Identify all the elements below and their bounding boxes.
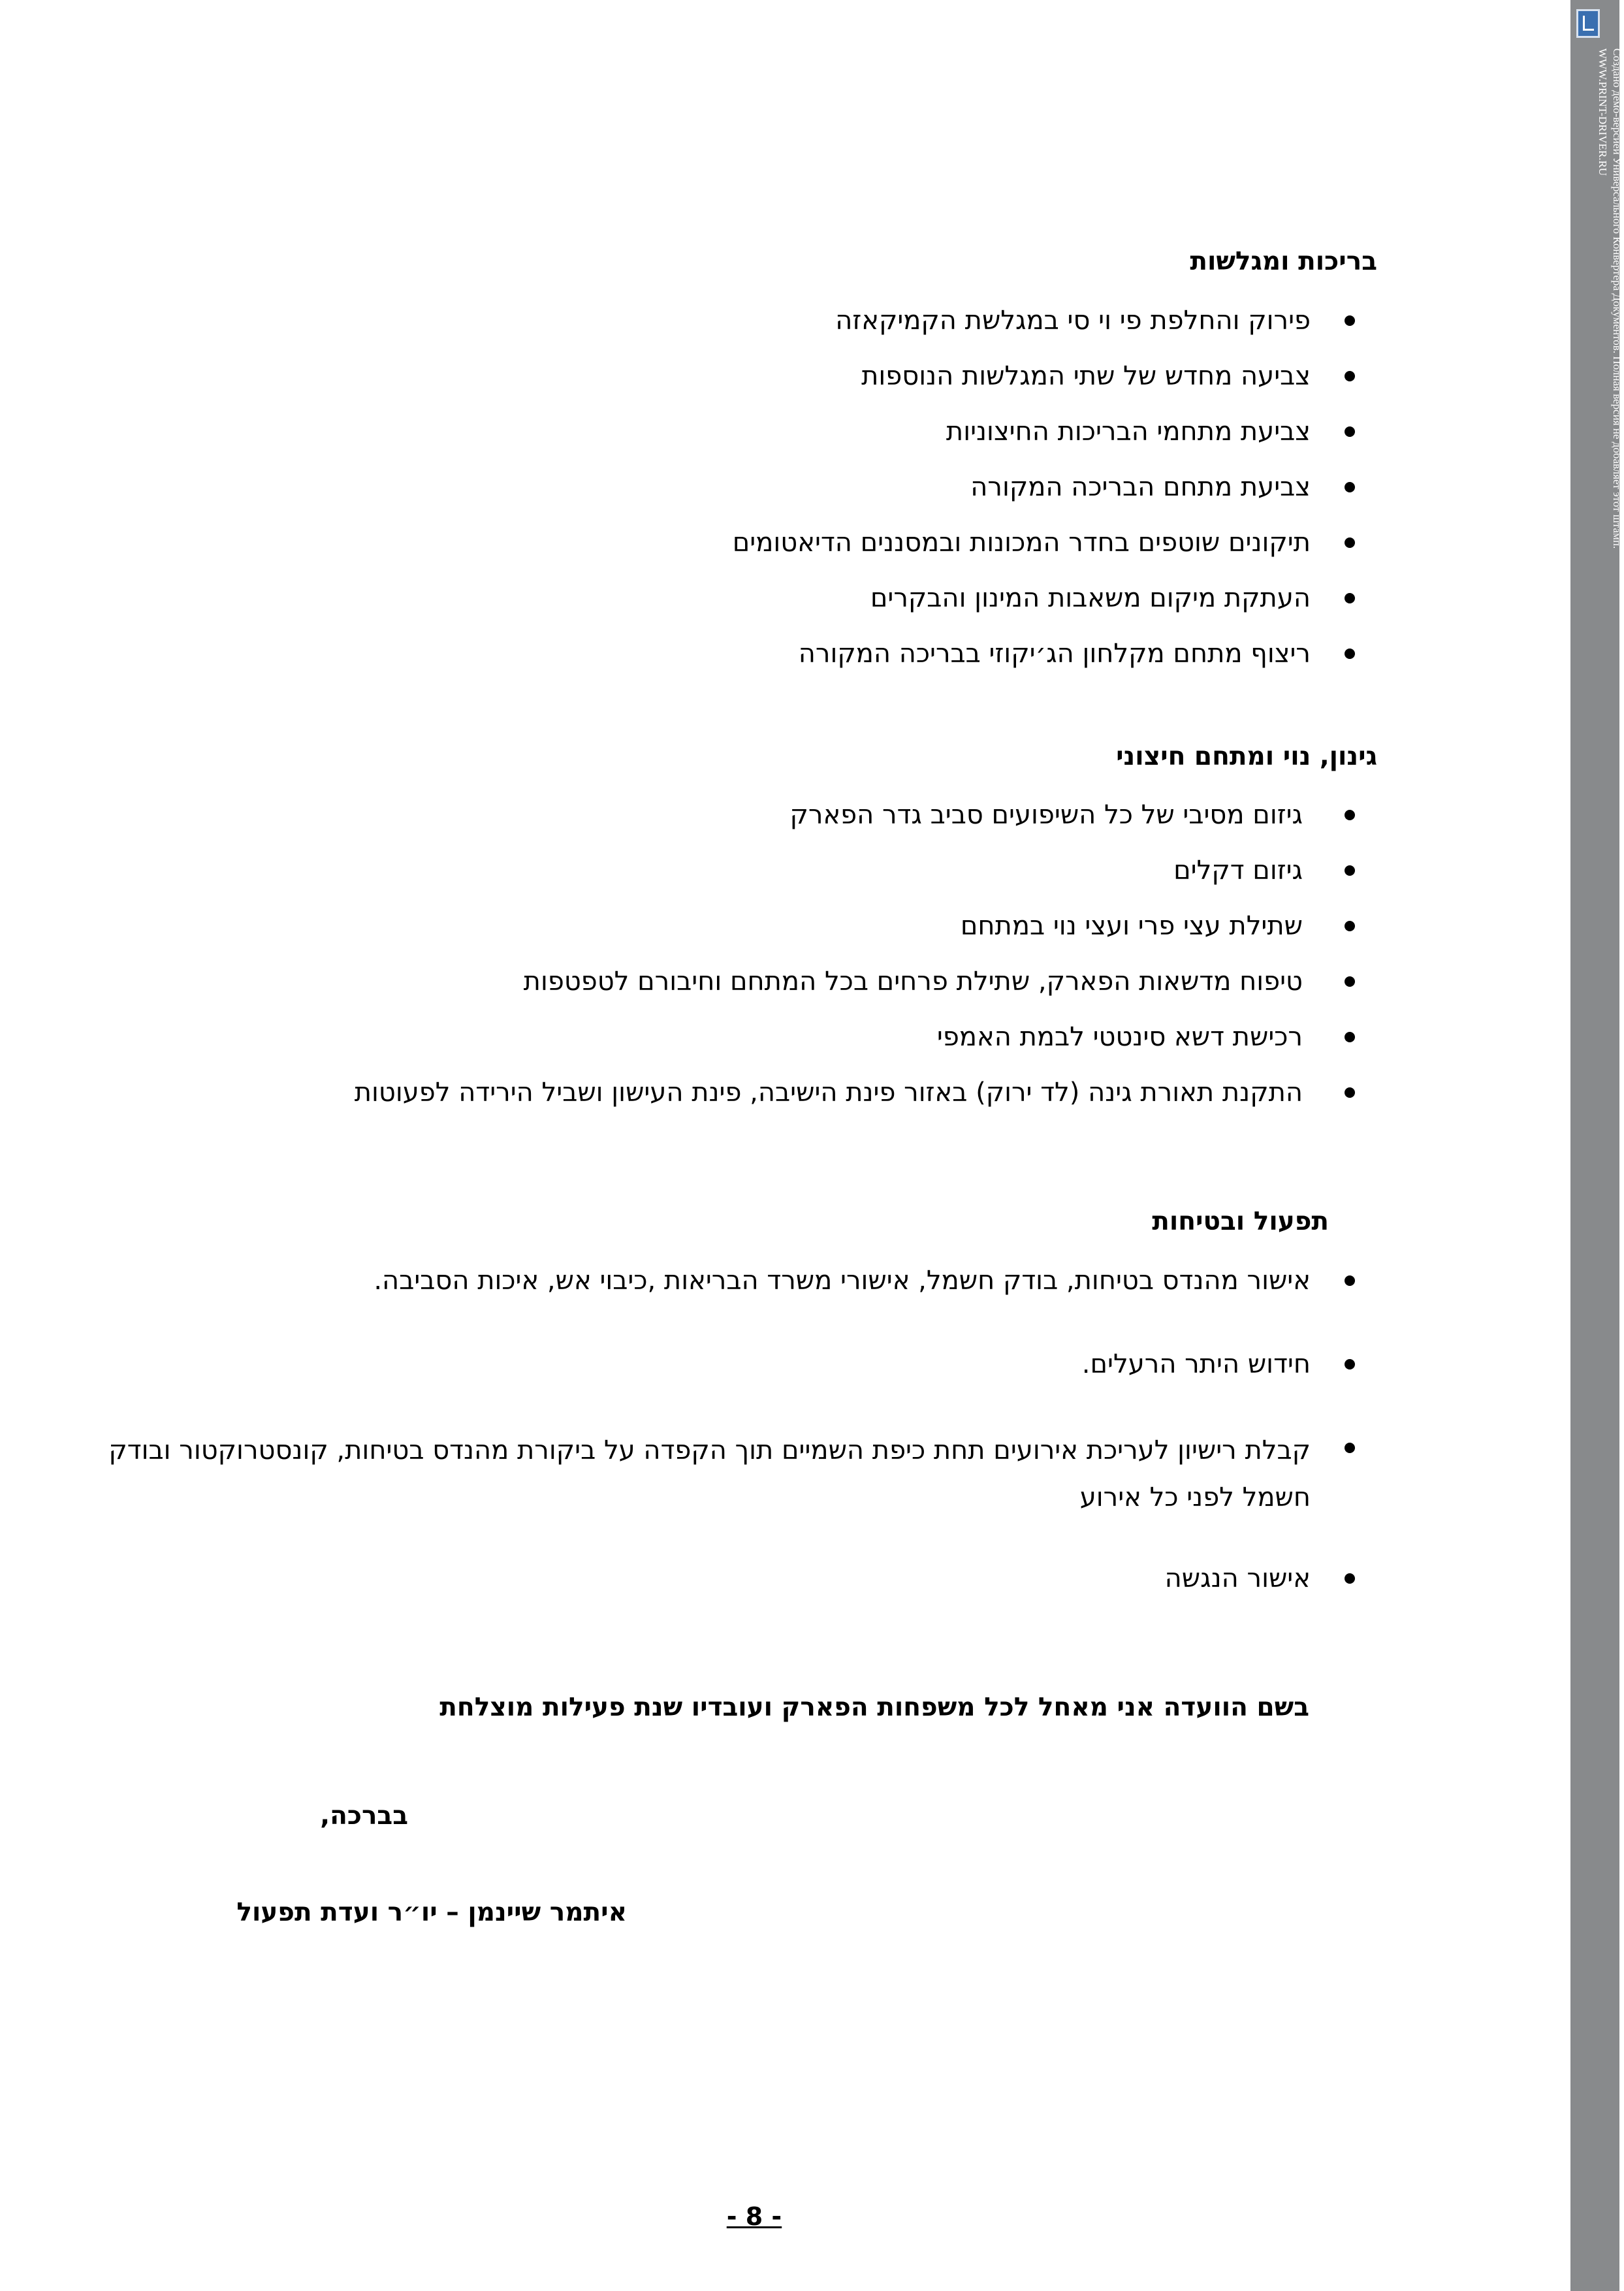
bullet-icon <box>1345 482 1355 492</box>
bullet-icon <box>1345 810 1355 820</box>
section-heading-pools: בריכות ומגלשות <box>1190 247 1377 276</box>
watermark-text <box>1595 48 1624 549</box>
list-item: גיזום מסיבי של כל השיפועים סביב גדר הפארק <box>789 800 1303 830</box>
watermark-line-1: Создано демо-версией Универсального Конвертера Документов. Полная версия не добавляет этот штамп. <box>1611 48 1623 549</box>
bullet-icon <box>1345 426 1355 437</box>
bullet-icon <box>1345 1275 1355 1286</box>
bullet-icon <box>1345 1032 1355 1042</box>
bullet-icon <box>1345 315 1355 326</box>
list-item: אישור מהנדס בטיחות, בודק חשמל, אישורי משרד הבריאות ,כיבוי אש, איכות הסביבה. <box>374 1266 1311 1296</box>
list-item: התקנת תאורת גינה (לד ירוק) באזור פינת הישיבה, פינת העישון ושביל הירידה לפעוטות <box>354 1078 1303 1108</box>
page-number: - 8 - <box>726 2202 782 2231</box>
closing-wish: בשם הוועדה אני מאחל לכל משפחות הפארק ועובדיו שנת פעילות מוצלחת <box>439 1693 1309 1722</box>
bullet-icon <box>1345 371 1355 381</box>
list-item: טיפוח מדשאות הפארק, שתילת פרחים בכל המתחם וחיבורם לטפטפות <box>523 967 1303 997</box>
section-heading-gardening: גינון, נוי ומתחם חיצוני <box>1116 742 1377 771</box>
list-item: קבלת רישיון לעריכת אירועים תחת כיפת השמיים תוך הקפדה על ביקורת מהנדס בטיחות, קונסטרוקטור ובודק חשמל לפני כל אירוע <box>108 1435 1311 1513</box>
bullet-icon <box>1345 921 1355 931</box>
list-item: תיקונים שוטפים בחדר המכונות ובמסננים הדיאטומים <box>732 528 1311 558</box>
list-item: גיזום דקלים <box>1173 856 1303 886</box>
bullet-icon <box>1345 976 1355 987</box>
bullet-icon <box>1345 1443 1355 1453</box>
bullet-icon <box>1345 1573 1355 1584</box>
list-item: ריצוף מתחם מקלחון הג׳יקוזי בבריכה המקורה <box>798 639 1311 669</box>
list-item: רכישת דשא סינטטי לבמת האמפי <box>936 1022 1303 1052</box>
signature: איתמר שיינמן – יו״ר ועדת תפעול <box>236 1898 627 1927</box>
bullet-icon <box>1345 537 1355 548</box>
list-item: צביעת מתחמי הבריכות החיצוניות <box>946 417 1311 447</box>
closing-greeting: בברכה, <box>320 1801 408 1831</box>
section-heading-operations: תפעול ובטיחות <box>1152 1207 1329 1236</box>
watermark-line-2: WWW.PRINT-DRIVER.RU <box>1597 48 1609 176</box>
list-item: חידוש היתר הרעלים. <box>1081 1349 1311 1379</box>
list-item: אישור הנגשה <box>1164 1563 1311 1594</box>
list-item: העתקת מיקום משאבות המינון והבקרים <box>870 583 1311 613</box>
bullet-icon <box>1345 649 1355 659</box>
bullet-icon <box>1345 1087 1355 1098</box>
bullet-icon <box>1345 593 1355 603</box>
print-driver-logo-icon <box>1576 9 1600 38</box>
watermark-strip <box>1570 0 1623 2291</box>
bullet-icon <box>1345 1359 1355 1370</box>
list-item: פירוק והחלפת פי וי סי במגלשת הקמיקאזה <box>835 306 1311 336</box>
list-item: צביעה מחדש של שתי המגלשות הנוספות <box>861 361 1311 391</box>
bullet-icon <box>1345 865 1355 876</box>
list-item: שתילת עצי פרי ועצי נוי במתחם <box>960 911 1303 941</box>
list-item: צביעת מתחם הבריכה המקורה <box>970 472 1311 502</box>
